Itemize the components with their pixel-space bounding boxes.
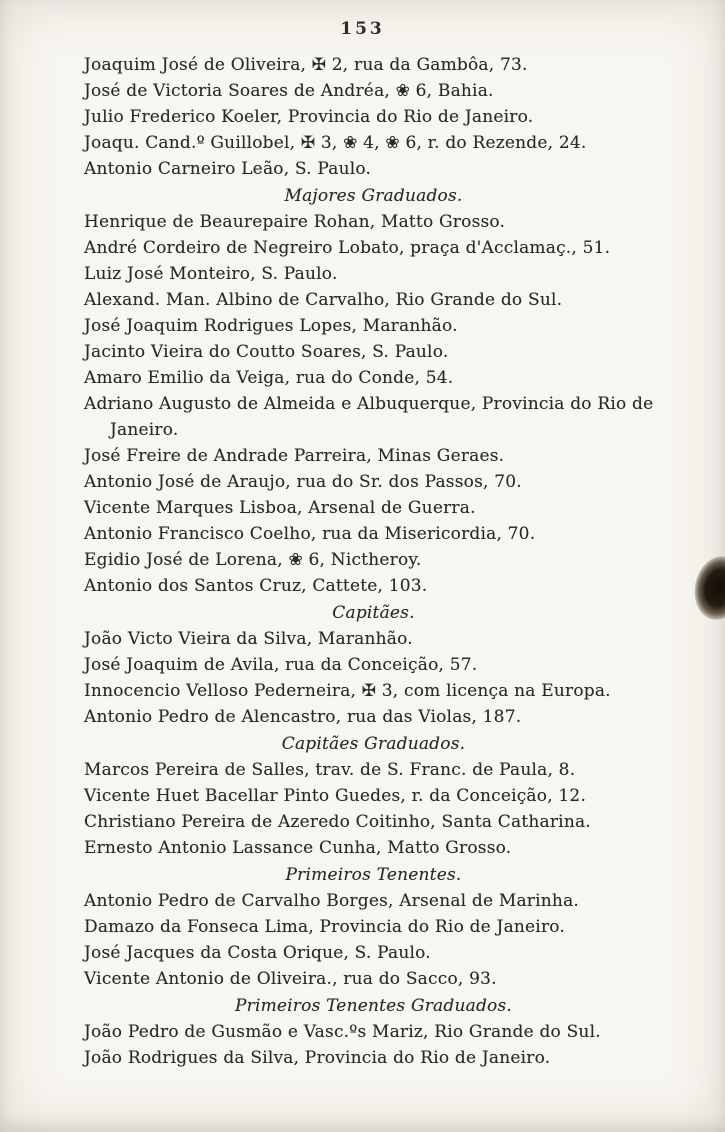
section-heading: Capitães.	[332, 603, 415, 623]
entry-line: Joaquim José de Oliveira, ✠ 2, rua da Gambôa, 73.	[84, 55, 528, 75]
section-heading: Primeiros Tenentes.	[285, 865, 462, 885]
entry-line: José Freire de Andrade Parreira, Minas Geraes.	[84, 446, 505, 466]
entry-line: Marcos Pereira de Salles, trav. de S. Franc. de Paula, 8.	[84, 760, 576, 780]
section-heading: Primeiros Tenentes Graduados.	[234, 996, 513, 1016]
entry-line: Antonio José de Araujo, rua do Sr. dos Passos, 70.	[84, 472, 522, 492]
entry-line: José Joaquim de Avila, rua da Conceição, 57.	[84, 655, 478, 675]
entry-line: Ernesto Antonio Lassance Cunha, Matto Grosso.	[84, 838, 512, 858]
entry-line: Antonio Carneiro Leão, S. Paulo.	[84, 159, 372, 179]
entry-line: Alexand. Man. Albino de Carvalho, Rio Grande do Sul.	[84, 290, 563, 310]
scan-artifact-ink-blob	[689, 552, 725, 625]
entry-line: Joaqu. Cand.º Guillobel, ✠ 3, ❀ 4, ❀ 6, r. do Rezende, 24.	[84, 133, 587, 153]
entry-line: Vicente Antonio de Oliveira., rua do Sacco, 93.	[84, 969, 497, 989]
entry-line: Henrique de Beaurepaire Rohan, Matto Grosso.	[84, 212, 506, 232]
entry-line: Innocencio Velloso Pederneira, ✠ 3, com licença na Europa.	[84, 681, 611, 701]
page-number: 153	[340, 19, 385, 39]
entry-line: André Cordeiro de Negreiro Lobato, praça d'Acclamaç., 51.	[84, 238, 611, 258]
entry-line: Julio Frederico Koeler, Provincia do Rio de Janeiro.	[84, 107, 534, 127]
entry-line: João Pedro de Gusmão e Vasc.ºs Mariz, Rio Grande do Sul.	[84, 1022, 601, 1042]
entry-line: José de Victoria Soares de Andréa, ❀ 6, Bahia.	[84, 81, 494, 101]
entry-line: José Joaquim Rodrigues Lopes, Maranhão.	[84, 316, 458, 336]
document-body	[84, 52, 663, 1071]
entry-line: Egidio José de Lorena, ❀ 6, Nictheroy.	[84, 550, 422, 570]
entry-line: Amaro Emilio da Veiga, rua do Conde, 54.	[84, 368, 454, 388]
entry-line: Jacinto Vieira do Coutto Soares, S. Paulo.	[84, 342, 449, 362]
entry-line: Vicente Marques Lisboa, Arsenal de Guerra.	[84, 498, 476, 518]
entry-line: José Jacques da Costa Orique, S. Paulo.	[84, 943, 431, 963]
entry-line: Antonio dos Santos Cruz, Cattete, 103.	[84, 576, 428, 596]
entry-line: João Rodrigues da Silva, Provincia do Rio de Janeiro.	[84, 1048, 551, 1068]
section-heading: Majores Graduados.	[284, 186, 463, 206]
entry-line: Antonio Francisco Coelho, rua da Misericordia, 70.	[84, 524, 536, 544]
entry-line: Adriano Augusto de Almeida e Albuquerque, Provincia do Rio de Janeiro.	[84, 394, 654, 440]
entry-line: Antonio Pedro de Carvalho Borges, Arsenal de Marinha.	[84, 891, 580, 911]
section-heading: Capitães Graduados.	[281, 734, 466, 754]
entry-line: Vicente Huet Bacellar Pinto Guedes, r. da Conceição, 12.	[84, 786, 587, 806]
entry-line: Antonio Pedro de Alencastro, rua das Violas, 187.	[84, 707, 522, 727]
entry-line: Luiz José Monteiro, S. Paulo.	[84, 264, 338, 284]
entry-line: Damazo da Fonseca Lima, Provincia do Rio de Janeiro.	[84, 917, 566, 937]
entry-line: João Victo Vieira da Silva, Maranhão.	[84, 629, 413, 649]
entry-line: Christiano Pereira de Azeredo Coitinho, Santa Catharina.	[84, 812, 591, 832]
